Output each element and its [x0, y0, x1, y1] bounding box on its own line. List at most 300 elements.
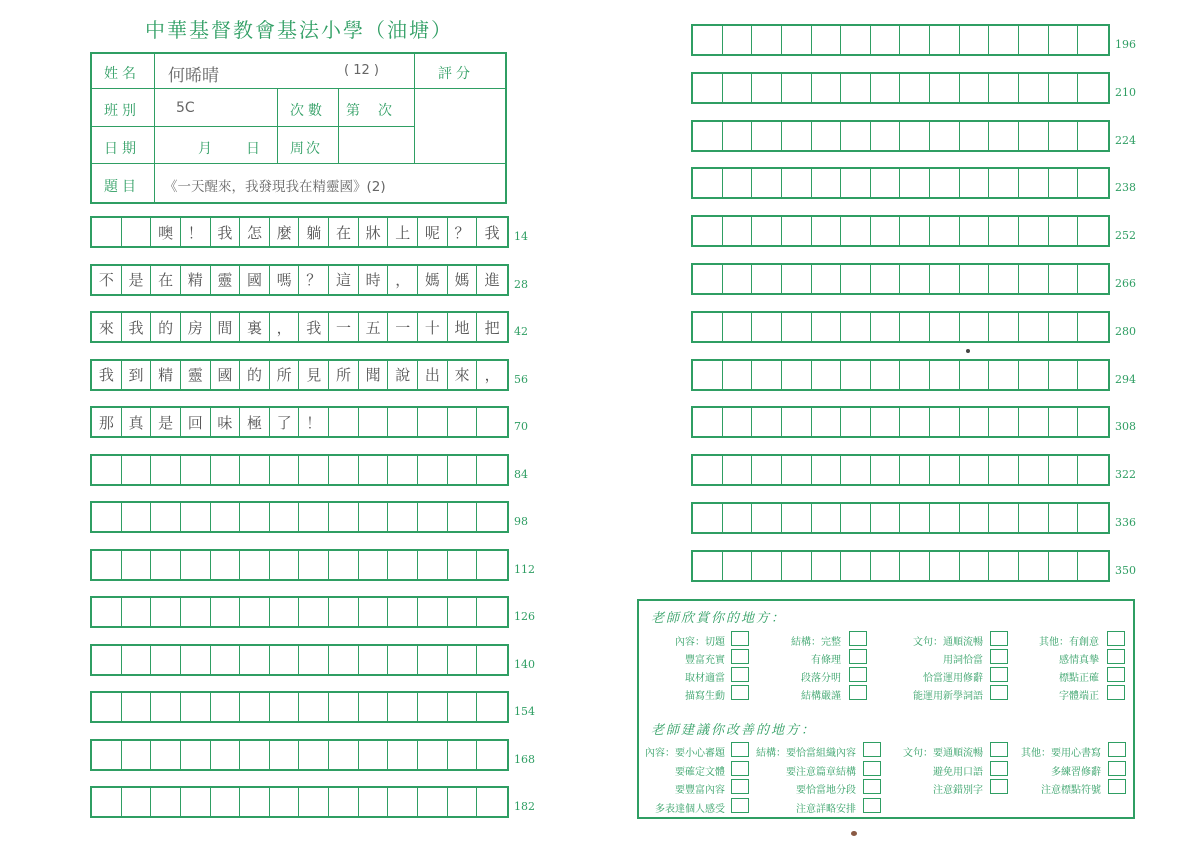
- grid-cell: [871, 361, 901, 389]
- grid-cell: [92, 218, 122, 246]
- grid-cell: [329, 598, 359, 626]
- grid-cell: 麼: [270, 218, 300, 246]
- grid-cell: [782, 313, 812, 341]
- checklist-item: 要注意篇章結構: [786, 766, 856, 778]
- grid-cell: [211, 646, 241, 674]
- grid-cell: [270, 741, 300, 769]
- checklist-item: 能運用新學詞語: [913, 691, 983, 702]
- grid-cell: [871, 456, 901, 484]
- grid-cell: [329, 551, 359, 579]
- grid-cell: [1019, 408, 1049, 436]
- grid-cell: [211, 503, 241, 531]
- grid-cell: [92, 646, 122, 674]
- grid-cell: [723, 456, 753, 484]
- grid-cell: [388, 408, 418, 436]
- grid-cell: [1078, 504, 1108, 532]
- grid-cell: [752, 217, 782, 245]
- checklist-box[interactable]: [731, 667, 749, 682]
- checklist-box[interactable]: [863, 779, 881, 794]
- grid-cell: [693, 408, 723, 436]
- checklist-box[interactable]: [863, 742, 881, 757]
- row-count: 336: [1115, 516, 1136, 529]
- grid-cell: [211, 598, 241, 626]
- grid-cell: [841, 504, 871, 532]
- grid-cell: [900, 361, 930, 389]
- checklist-item: 感情真摯: [1059, 655, 1099, 666]
- grid-cell: [900, 504, 930, 532]
- checklist-item: 要恰當地分段: [796, 785, 856, 796]
- grid-cell: [299, 788, 329, 816]
- grid-cell: 我: [92, 361, 122, 389]
- grid-cell: [871, 313, 901, 341]
- grid-cell: [181, 646, 211, 674]
- grid-cell: [418, 456, 448, 484]
- grid-cell: 呢: [418, 218, 448, 246]
- grid-cell: [477, 741, 507, 769]
- checklist-box[interactable]: [1108, 742, 1126, 757]
- grid-row: [90, 691, 509, 723]
- grid-row: [90, 739, 509, 771]
- grid-row: [691, 24, 1110, 56]
- grid-cell: [871, 552, 901, 580]
- grid-row: [90, 264, 509, 296]
- grid-cell: [752, 26, 782, 54]
- grid-cell: [871, 26, 901, 54]
- grid-cell: [1078, 217, 1108, 245]
- grid-cell: [388, 456, 418, 484]
- grid-row: [691, 263, 1110, 295]
- grid-cell: 國: [211, 361, 241, 389]
- checklist-item: 結構：要恰當組織內容: [756, 748, 856, 759]
- grid-cell: [359, 408, 389, 436]
- grid-cell: [871, 74, 901, 102]
- checklist-item: 恰當運用修辭: [923, 673, 983, 684]
- grid-cell: [122, 646, 152, 674]
- grid-cell: [841, 408, 871, 436]
- row-count: 84: [514, 467, 528, 481]
- grid-cell: 裏: [240, 313, 270, 341]
- class-value: 5C: [176, 100, 195, 116]
- grid-cell: 出: [418, 361, 448, 389]
- grid-cell: [211, 788, 241, 816]
- checklist-box[interactable]: [731, 761, 749, 776]
- grid-cell: [359, 598, 389, 626]
- header-form: [90, 52, 507, 204]
- grid-cell: [900, 552, 930, 580]
- grid-cell: [1019, 26, 1049, 54]
- checklist-box[interactable]: [849, 631, 867, 646]
- grid-cell: [1019, 217, 1049, 245]
- checklist-box[interactable]: [990, 779, 1008, 794]
- grid-cell: 一: [329, 313, 359, 341]
- grid-cell: [782, 26, 812, 54]
- grid-cell: [841, 265, 871, 293]
- divider: [154, 54, 155, 202]
- suggest-title: 老師建議你改善的地方：: [651, 723, 817, 738]
- grid-cell: [841, 552, 871, 580]
- grid-cell: [211, 693, 241, 721]
- grid-cell: [92, 598, 122, 626]
- checklist-box[interactable]: [1107, 685, 1125, 700]
- grid-cell: [841, 313, 871, 341]
- grid-cell: [359, 788, 389, 816]
- grid-cell: [693, 504, 723, 532]
- grid-cell: [1049, 504, 1079, 532]
- grid-cell: [329, 503, 359, 531]
- row-count: 28: [514, 277, 528, 291]
- checklist-item: 有條理: [811, 655, 841, 666]
- checklist-item: 內容：要小心審題: [645, 748, 725, 759]
- grid-cell: [752, 265, 782, 293]
- grid-cell: [359, 741, 389, 769]
- grid-cell: [477, 646, 507, 674]
- grid-cell: [812, 361, 842, 389]
- grid-cell: [329, 741, 359, 769]
- checklist-box[interactable]: [863, 761, 881, 776]
- grid-cell: [871, 265, 901, 293]
- grid-cell: [723, 504, 753, 532]
- grid-cell: [782, 265, 812, 293]
- checklist-box[interactable]: [731, 779, 749, 794]
- grid-cell: [270, 551, 300, 579]
- grid-cell: ！: [299, 408, 329, 436]
- grid-cell: [1019, 504, 1049, 532]
- grid-cell: [782, 552, 812, 580]
- grid-cell: [151, 598, 181, 626]
- divider: [338, 88, 339, 163]
- grid-cell: [448, 598, 478, 626]
- grid-cell: [752, 552, 782, 580]
- grid-cell: 地: [448, 313, 478, 341]
- grid-cell: [329, 456, 359, 484]
- grid-cell: 時: [359, 266, 389, 294]
- grid-cell: 回: [181, 408, 211, 436]
- checklist-item: 標點正確: [1059, 673, 1099, 684]
- grid-cell: 噢: [151, 218, 181, 246]
- grid-cell: 了: [270, 408, 300, 436]
- grid-cell: [1019, 122, 1049, 150]
- grid-cell: [723, 408, 753, 436]
- grid-cell: [900, 408, 930, 436]
- checklist-box[interactable]: [863, 798, 881, 813]
- grid-cell: [388, 598, 418, 626]
- checklist-box[interactable]: [731, 798, 749, 813]
- grid-cell: [782, 74, 812, 102]
- grid-cell: [1049, 169, 1079, 197]
- grid-cell: [930, 313, 960, 341]
- grid-cell: [960, 169, 990, 197]
- grid-cell: [900, 122, 930, 150]
- checklist-box[interactable]: [731, 649, 749, 664]
- grid-cell: [359, 693, 389, 721]
- grid-cell: 所: [329, 361, 359, 389]
- grid-cell: [782, 122, 812, 150]
- checklist-box[interactable]: [990, 685, 1008, 700]
- grid-cell: [693, 169, 723, 197]
- checklist-item: 注意標點符號: [1041, 785, 1101, 796]
- grid-cell: ，: [270, 313, 300, 341]
- grid-cell: 精: [181, 266, 211, 294]
- grid-row: [691, 215, 1110, 247]
- checklist-box[interactable]: [990, 667, 1008, 682]
- grid-row: [90, 549, 509, 581]
- grid-cell: [329, 408, 359, 436]
- grid-cell: [359, 646, 389, 674]
- checklist-item: 其他：要用心書寫: [1021, 748, 1101, 759]
- grid-cell: [812, 74, 842, 102]
- grid-cell: ？: [299, 266, 329, 294]
- grid-cell: [752, 408, 782, 436]
- grid-cell: [299, 693, 329, 721]
- grid-cell: [752, 456, 782, 484]
- grid-cell: [92, 551, 122, 579]
- checklist-box[interactable]: [849, 685, 867, 700]
- checklist-box[interactable]: [731, 742, 749, 757]
- row-count: 154: [514, 705, 535, 718]
- grid-cell: 躺: [299, 218, 329, 246]
- grid-cell: [211, 741, 241, 769]
- grid-cell: [693, 361, 723, 389]
- grid-cell: [812, 122, 842, 150]
- grid-cell: [1049, 313, 1079, 341]
- grid-cell: [960, 361, 990, 389]
- grid-cell: [418, 551, 448, 579]
- row-count: 56: [514, 372, 528, 386]
- grid-cell: [329, 646, 359, 674]
- grid-cell: [240, 646, 270, 674]
- checklist-item: 文句：通順流暢: [913, 637, 983, 648]
- grid-cell: [448, 693, 478, 721]
- grid-cell: ，: [388, 266, 418, 294]
- grid-cell: [723, 265, 753, 293]
- grid-cell: [841, 456, 871, 484]
- grid-cell: [960, 504, 990, 532]
- grid-cell: [871, 504, 901, 532]
- grid-cell: [1049, 361, 1079, 389]
- checklist-box[interactable]: [1107, 631, 1125, 646]
- grid-cell: [122, 218, 152, 246]
- checklist-box[interactable]: [990, 761, 1008, 776]
- week-label: 周次: [290, 141, 322, 157]
- checklist-box[interactable]: [1107, 649, 1125, 664]
- row-count: 238: [1115, 181, 1136, 195]
- grid-cell: ？: [448, 218, 478, 246]
- grid-cell: [240, 551, 270, 579]
- grid-cell: [1049, 552, 1079, 580]
- divider: [92, 126, 414, 127]
- grid-cell: [151, 788, 181, 816]
- grid-cell: [1049, 408, 1079, 436]
- grid-row: [90, 596, 509, 628]
- grid-cell: [960, 26, 990, 54]
- grid-cell: [92, 693, 122, 721]
- grid-row: [90, 786, 509, 818]
- grid-row: [691, 72, 1110, 104]
- grid-cell: [752, 74, 782, 102]
- checklist-box[interactable]: [1108, 779, 1126, 794]
- grid-cell: [900, 217, 930, 245]
- checklist-box[interactable]: [990, 742, 1008, 757]
- checklist-box[interactable]: [849, 649, 867, 664]
- checklist-box[interactable]: [731, 685, 749, 700]
- grid-cell: 是: [122, 266, 152, 294]
- grid-row: [691, 550, 1110, 582]
- grid-cell: [1019, 74, 1049, 102]
- school-title: 中華基督教會基法小學（油塘）: [145, 18, 453, 42]
- grid-cell: [92, 456, 122, 484]
- checklist-item: 要豐富內容: [675, 785, 725, 796]
- checklist-item: 豐富充實: [685, 655, 725, 666]
- grid-cell: 我: [299, 313, 329, 341]
- grid-cell: [418, 741, 448, 769]
- grid-cell: [151, 551, 181, 579]
- grid-cell: [960, 122, 990, 150]
- grid-cell: [181, 741, 211, 769]
- grid-cell: 真: [122, 408, 152, 436]
- grid-cell: [841, 26, 871, 54]
- checklist-box[interactable]: [990, 631, 1008, 646]
- grid-cell: [693, 313, 723, 341]
- grid-cell: [477, 456, 507, 484]
- grid-cell: 的: [151, 313, 181, 341]
- grid-cell: 媽: [418, 266, 448, 294]
- grid-cell: [122, 693, 152, 721]
- count-label: 次數: [290, 103, 326, 119]
- grid-cell: 把: [484, 318, 500, 337]
- grid-cell: ，: [484, 366, 500, 384]
- grid-cell: [299, 503, 329, 531]
- grid-cell: [812, 313, 842, 341]
- checklist-item: 字體端正: [1059, 691, 1099, 702]
- grid-cell: [723, 313, 753, 341]
- grid-cell: [270, 693, 300, 721]
- grid-cell: [299, 741, 329, 769]
- grid-cell: [270, 788, 300, 816]
- grid-cell: [900, 169, 930, 197]
- grid-cell: [92, 788, 122, 816]
- grid-cell: [693, 74, 723, 102]
- grid-cell: [299, 598, 329, 626]
- grid-cell: 房: [181, 313, 211, 341]
- grid-cell: 那: [92, 408, 122, 436]
- grid-cell: [812, 26, 842, 54]
- checklist-box[interactable]: [849, 667, 867, 682]
- grid-cell: [752, 169, 782, 197]
- row-count: 322: [1115, 468, 1136, 482]
- grid-cell: 到: [122, 361, 152, 389]
- row-count: 98: [514, 515, 528, 528]
- grid-cell: [181, 456, 211, 484]
- grid-cell: [960, 408, 990, 436]
- grid-cell: [930, 408, 960, 436]
- grid-cell: [1049, 26, 1079, 54]
- grid-cell: [388, 741, 418, 769]
- grid-cell: [359, 456, 389, 484]
- grid-row: [90, 359, 509, 391]
- grid-cell: [448, 551, 478, 579]
- grid-row: [691, 167, 1110, 199]
- checklist-box[interactable]: [1107, 667, 1125, 682]
- checklist-item: 其他：有創意: [1039, 637, 1099, 648]
- grid-cell: [270, 646, 300, 674]
- ink-speck: [851, 831, 857, 836]
- grid-cell: [871, 169, 901, 197]
- grid-row: [90, 311, 509, 343]
- checklist-box[interactable]: [731, 631, 749, 646]
- grid-cell: [1019, 456, 1049, 484]
- grid-cell: [240, 741, 270, 769]
- grid-row: [691, 359, 1110, 391]
- grid-cell: [812, 217, 842, 245]
- grid-cell: [841, 74, 871, 102]
- grid-cell: [240, 788, 270, 816]
- student-name: 何晞晴: [168, 66, 219, 86]
- grid-cell: [122, 598, 152, 626]
- grid-cell: [930, 504, 960, 532]
- grid-cell: [989, 26, 1019, 54]
- grid-cell: [240, 503, 270, 531]
- grid-cell: 在: [151, 266, 181, 294]
- grid-cell: [448, 408, 478, 436]
- grid-cell: [723, 552, 753, 580]
- grid-cell: [122, 456, 152, 484]
- row-count: 42: [514, 325, 528, 338]
- row-count: 350: [1115, 563, 1136, 577]
- topic-label: 題目: [104, 179, 140, 195]
- grid-cell: [693, 552, 723, 580]
- checklist-item: 用詞恰當: [943, 655, 983, 666]
- grid-cell: 味: [211, 408, 241, 436]
- grid-cell: [752, 504, 782, 532]
- ink-speck: [966, 349, 970, 353]
- grid-cell: [1078, 74, 1108, 102]
- grid-cell: [92, 503, 122, 531]
- grid-cell: [418, 646, 448, 674]
- grid-cell: 牀: [359, 218, 389, 246]
- grid-cell: [693, 26, 723, 54]
- grid-cell: [151, 693, 181, 721]
- checklist-item: 內容：切題: [675, 637, 725, 648]
- checklist-box[interactable]: [990, 649, 1008, 664]
- row-count: 224: [1115, 133, 1136, 147]
- grid-cell: [477, 408, 507, 436]
- grid-cell: [418, 788, 448, 816]
- checklist-item: 注意錯別字: [933, 785, 983, 796]
- grid-cell: [477, 693, 507, 721]
- grid-cell: [841, 361, 871, 389]
- row-count: 168: [514, 752, 535, 766]
- grid-cell: 一: [388, 313, 418, 341]
- checklist-box[interactable]: [1108, 761, 1126, 776]
- topic-value: 《一天醒來，我發現我在精靈國》(2): [164, 179, 386, 195]
- grid-cell: [122, 503, 152, 531]
- grid-cell: [960, 313, 990, 341]
- grid-cell: [989, 456, 1019, 484]
- grid-cell: [418, 408, 448, 436]
- grid-cell: 我: [122, 313, 152, 341]
- grid-cell: [782, 408, 812, 436]
- grid-cell: [240, 693, 270, 721]
- grid-cell: [752, 122, 782, 150]
- grid-cell: [1078, 408, 1108, 436]
- grid-cell: [930, 74, 960, 102]
- grid-row: [691, 454, 1110, 486]
- checklist-item: 要確定文體: [675, 766, 725, 778]
- grid-cell: [1078, 122, 1108, 150]
- row-count: 280: [1115, 324, 1136, 338]
- class-label: 班別: [104, 103, 140, 119]
- grid-cell: [782, 169, 812, 197]
